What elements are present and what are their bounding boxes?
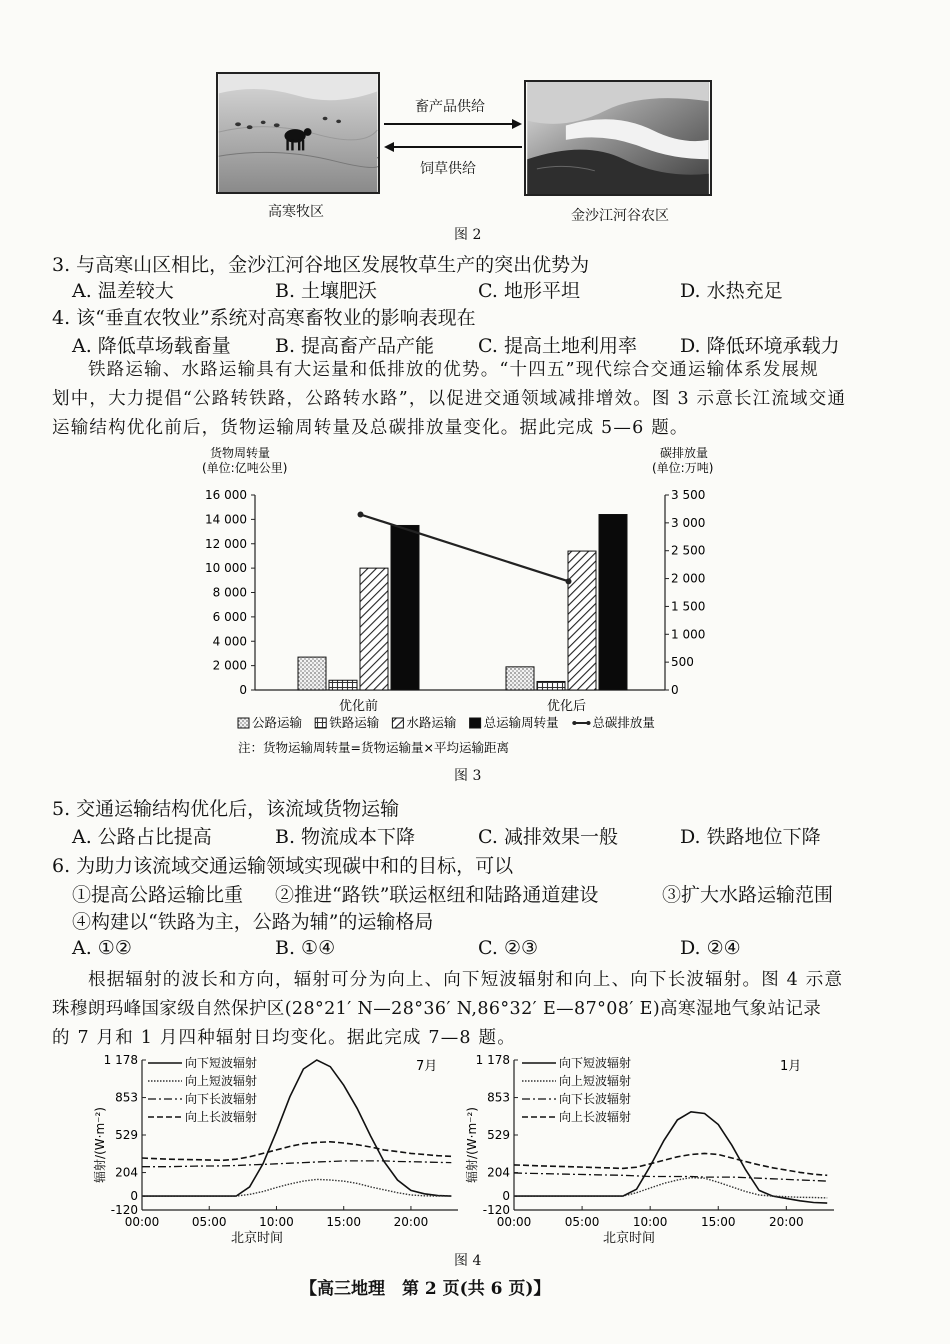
legend-item (572, 715, 655, 730)
right-tick-label: 1 500 (671, 599, 706, 614)
y-tick-label: 204 (487, 1165, 510, 1180)
x-tick-label: 15:00 (326, 1215, 361, 1229)
y-tick-label: 853 (115, 1090, 138, 1105)
passage-7-8-line-3: 的 7 月和 1 月四种辐射日均变化。据此完成 7—8 题。 (52, 1028, 516, 1048)
x-tick-label: 05:00 (191, 1215, 227, 1229)
bar-公路运输-优化前 (298, 657, 326, 690)
svg-text:铁路运输: 铁路运输 (329, 715, 380, 730)
series-line-向上长波辐射 (142, 1142, 451, 1161)
left-tick-label: 10 000 (205, 561, 247, 576)
passage-5-6-line-3: 运输结构优化前后，货物运输周转量及总碳排放量变化。据此完成 5—6 题。 (52, 418, 689, 438)
left-tick-label: 0 (239, 683, 247, 697)
jinsha-valley-photo (524, 80, 712, 196)
panel-title: 7月 (416, 1059, 438, 1074)
q3-option-d[interactable]: D. 水热充足 (680, 280, 783, 302)
y-axis-title: 辐射/(W·m⁻²) (465, 1107, 479, 1183)
figure-2-label: 图 2 (454, 227, 482, 243)
x-tick-label: 20:00 (769, 1215, 804, 1229)
q6-option-d[interactable]: D. ②④ (680, 937, 741, 959)
left-photo-caption: 高寒牧区 (268, 204, 324, 220)
question-3-stem: 3. 与高寒山区相比，金沙江河谷地区发展牧草生产的突出优势为 (52, 254, 590, 276)
legend-label: 向下长波辐射 (559, 1092, 632, 1106)
right-tick-label: 3 500 (671, 488, 706, 502)
legend-label: 向上长波辐射 (185, 1110, 258, 1124)
passage-7-8-line-1: 根据辐射的波长和方向，辐射可分为向上、向下短波辐射和向上、向下长波辐射。图 4 示意 (88, 970, 844, 990)
q6-item-4: ④构建以“铁路为主，公路为辅”的运输格局 (72, 911, 434, 933)
left-tick-label: 2 000 (212, 658, 247, 673)
x-tick-label: 10:00 (259, 1215, 294, 1229)
y-tick-label: 529 (487, 1128, 510, 1142)
left-axis-title: (单位:亿吨公里) (202, 461, 288, 475)
bar-公路运输-优化后 (506, 667, 534, 690)
carbon-emission-point (358, 512, 364, 518)
y-axis-title: 辐射/(W·m⁻²) (93, 1107, 107, 1183)
chart-note: 注：货物运输周转量=货物运输量×平均运输距离 (238, 740, 509, 755)
q6-item-2: ②推进“路铁”联运枢纽和陆路通道建设 (275, 884, 599, 906)
legend-label: 向上长波辐射 (559, 1110, 632, 1124)
q6-item-1: ①提高公路运输比重 (72, 884, 244, 906)
arrow-bottom-label: 饲草供给 (420, 161, 476, 177)
carbon-emission-point (566, 578, 572, 584)
bar-铁路运输-优化后 (537, 681, 565, 690)
right-photo-caption: 金沙江河谷农区 (571, 208, 669, 224)
legend-label: 向下短波辐射 (559, 1056, 632, 1070)
y-tick-label: -120 (482, 1203, 510, 1217)
y-tick-label: -120 (110, 1203, 138, 1217)
legend-item (470, 715, 559, 730)
category-label: 优化前 (338, 699, 379, 714)
question-6-stem: 6. 为助力该流域交通运输领域实现碳中和的目标，可以 (52, 855, 514, 877)
passage-7-8 (52, 966, 892, 1053)
y-tick-label: 0 (130, 1189, 138, 1204)
category-label: 优化后 (546, 699, 587, 714)
right-axis-title: 碳排放量 (660, 446, 709, 460)
figure-3-label: 图 3 (454, 768, 482, 784)
q3-option-a[interactable]: A. 温差较大 (72, 280, 174, 302)
question-5-stem: 5. 交通运输结构优化后，该流域货物运输 (52, 798, 400, 820)
y-tick-label: 1 178 (103, 1053, 138, 1067)
left-tick-label: 4 000 (212, 634, 247, 649)
series-line-向下长波辐射 (514, 1173, 827, 1181)
bar-铁路运输-优化前 (329, 680, 357, 690)
passage-5-6-line-2: 划中，大力提倡“公路转铁路，公路转水路”，以促进交通领域减排增效。图 3 示意长江流域交通 (52, 389, 847, 409)
q4-option-a[interactable]: A. 降低草场载畜量 (72, 335, 231, 357)
q6-option-c[interactable]: C. ②③ (478, 937, 539, 959)
right-tick-label: 2 500 (671, 543, 706, 558)
q5-option-a[interactable]: A. 公路占比提高 (72, 826, 212, 848)
panel-title: 1月 (780, 1059, 802, 1074)
q4-option-c[interactable]: C. 提高土地利用率 (478, 335, 637, 357)
arrow-top-label: 畜产品供给 (415, 99, 485, 115)
legend-label: 向上短波辐射 (559, 1074, 632, 1088)
svg-text:总运输周转量: 总运输周转量 (483, 715, 559, 730)
x-tick-label: 20:00 (393, 1215, 429, 1229)
bar-水路运输-优化后 (568, 551, 596, 690)
legend-label: 向上短波辐射 (185, 1074, 258, 1088)
alpine-pasture-photo (216, 72, 380, 194)
supply-arrows (382, 115, 524, 155)
q5-option-c[interactable]: C. 减排效果一般 (478, 826, 618, 848)
passage-7-8-line-2: 珠穆朗玛峰国家级自然保护区(28°21′ N—28°36′ N,86°32′ E—87°08′ E)高寒湿地气象站记录 (52, 999, 822, 1019)
y-tick-label: 529 (115, 1128, 138, 1142)
left-tick-label: 8 000 (212, 585, 247, 600)
x-tick-label: 00:00 (496, 1215, 532, 1229)
bar-水路运输-优化前 (360, 568, 388, 690)
series-line-向下短波辐射 (514, 1112, 827, 1203)
y-tick-label: 853 (487, 1090, 510, 1105)
q3-option-c[interactable]: C. 地形平坦 (478, 280, 580, 302)
q6-option-a[interactable]: A. ①② (72, 937, 132, 959)
page-footer: 【高三地理 第 2 页(共 6 页)】 (300, 1279, 551, 1299)
q5-option-d[interactable]: D. 铁路地位下降 (680, 826, 821, 848)
svg-text:水路运输: 水路运输 (406, 715, 457, 730)
figure-4-label: 图 4 (454, 1253, 482, 1269)
series-line-向上短波辐射 (514, 1178, 827, 1198)
right-tick-label: 1 000 (671, 627, 706, 642)
passage-5-6 (52, 356, 892, 443)
right-axis-title: (单位:万吨) (652, 461, 714, 475)
series-line-向下长波辐射 (142, 1161, 451, 1167)
figure-4-january-chart (462, 1048, 842, 1248)
left-tick-label: 12 000 (205, 536, 247, 551)
left-axis-title: 货物周转量 (210, 446, 271, 460)
x-axis-title: 北京时间 (602, 1231, 656, 1246)
legend-label: 向下长波辐射 (185, 1092, 258, 1106)
left-tick-label: 16 000 (205, 488, 247, 502)
legend-item (392, 715, 457, 730)
legend-label: 向下短波辐射 (185, 1056, 258, 1070)
svg-text:公路运输: 公路运输 (252, 715, 303, 730)
x-tick-label: 15:00 (700, 1215, 736, 1229)
q5-option-b[interactable]: B. 物流成本下降 (275, 826, 416, 848)
right-tick-label: 500 (671, 655, 694, 670)
q4-option-b[interactable]: B. 提高畜产品产能 (275, 335, 435, 357)
right-tick-label: 3 000 (671, 515, 706, 530)
figure-4-july-chart (90, 1048, 465, 1248)
q6-item-3: ③扩大水路运输范围 (662, 884, 834, 906)
bar-总运输周转量-优化前 (391, 525, 419, 690)
series-line-向上短波辐射 (142, 1179, 451, 1196)
y-tick-label: 204 (115, 1165, 138, 1180)
x-tick-label: 00:00 (124, 1215, 160, 1229)
right-tick-label: 0 (671, 683, 679, 697)
question-4-stem: 4. 该“垂直农牧业”系统对高寒畜牧业的影响表现在 (52, 307, 476, 329)
y-tick-label: 0 (502, 1189, 510, 1204)
x-tick-label: 10:00 (632, 1215, 668, 1229)
legend-item (238, 715, 303, 730)
q6-option-b[interactable]: B. ①④ (275, 937, 336, 959)
x-axis-title: 北京时间 (230, 1231, 284, 1246)
series-line-向上长波辐射 (514, 1153, 827, 1175)
figure-2 (0, 0, 950, 245)
y-tick-label: 1 178 (475, 1053, 510, 1067)
left-tick-label: 14 000 (205, 512, 247, 527)
q4-option-d[interactable]: D. 降低环境承载力 (680, 335, 840, 357)
figure-3-chart (190, 440, 750, 785)
left-tick-label: 6 000 (212, 609, 247, 624)
q3-option-b[interactable]: B. 土壤肥沃 (275, 280, 378, 302)
svg-text:总碳排放量: 总碳排放量 (592, 715, 655, 730)
right-tick-label: 2 000 (671, 571, 706, 586)
bar-总运输周转量-优化后 (599, 515, 627, 691)
legend-item (315, 715, 380, 730)
passage-5-6-line-1: 铁路运输、水路运输具有大运量和低排放的优势。“十四五”现代综合交通运输体系发展规 (88, 360, 819, 380)
x-tick-label: 05:00 (564, 1215, 600, 1229)
